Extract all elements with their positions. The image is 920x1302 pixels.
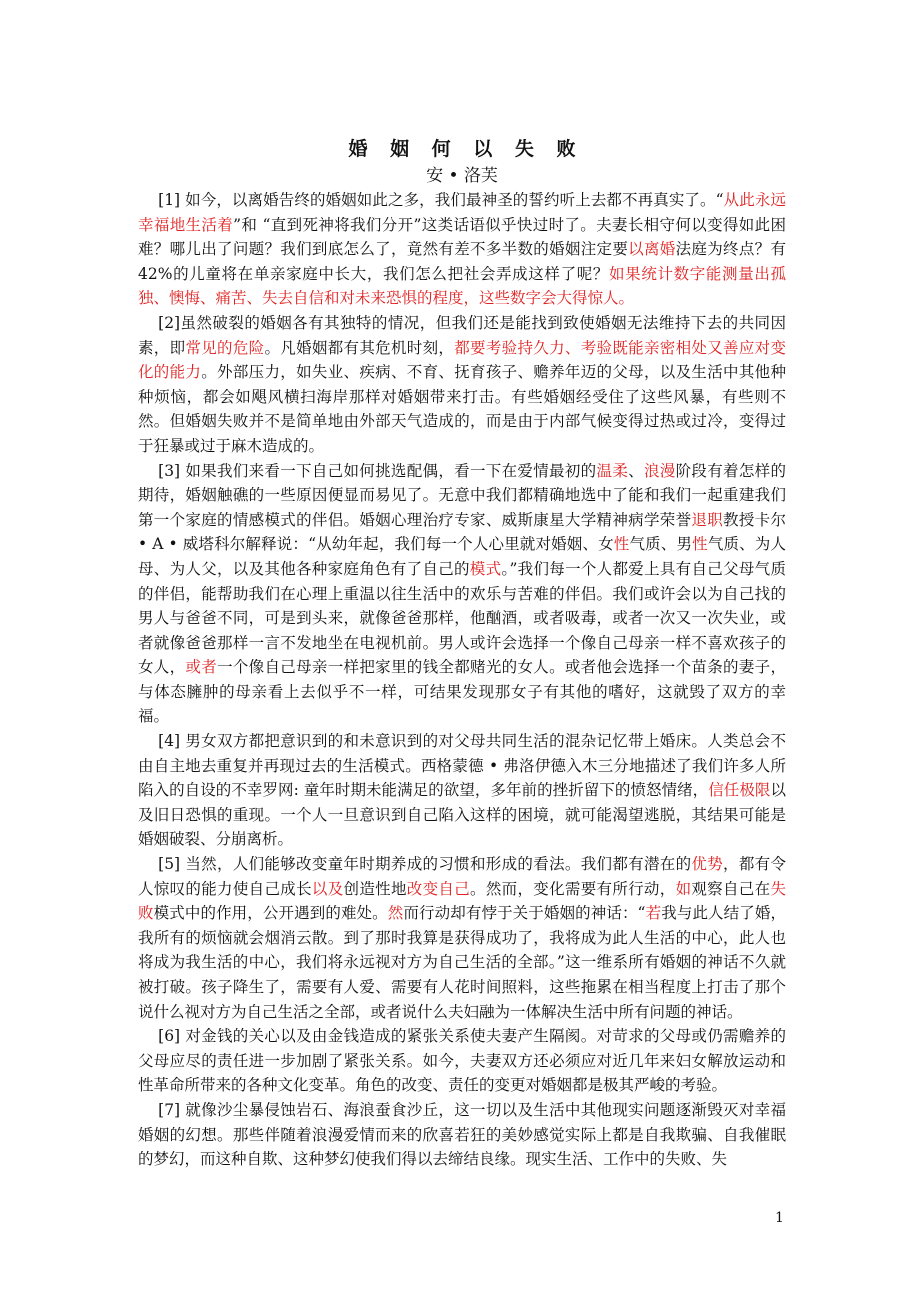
paragraph-text: [6] 对金钱的关心以及由金钱造成的紧张关系使夫妻产生隔阂。对苛求的父母或仍需赡养的父母应尽的责任进一步加剧了紧张关系。如今，夫妻双方还必须应对近几年来妇女解放运动和性革命所带来的各种文化变革。角色的改变、责任的变更对婚姻都是极其严峻的考验。 — [138, 1027, 786, 1095]
highlighted-text: 信任极限 — [708, 781, 771, 800]
paragraph-text: 法庭为终点？有 42%的儿童将在单亲家庭中长大，我们怎么把社会弄成这样了呢？ — [138, 240, 786, 283]
paragraph-text: 、 — [628, 461, 644, 480]
highlighted-text: 模式 — [469, 559, 502, 578]
paragraph-text: 气质、为人母、为人父，以及其他各种家庭角色有了自己的 — [138, 535, 786, 578]
paragraph-text: 。外部压力，如失业、疾病、不育、抚育孩子、赡养年迈的父母，以及生活中其他种种烦恼，都会如飓风横扫海岸那样对婚姻带来打击。有些婚姻经受住了这些风暴，有些则不然。但婚姻失败并不是简单地由外部天气造成的，而是由于内部气候变得过热或过冷，变得过于狂暴或过于麻木造成的。 — [138, 363, 786, 455]
paragraph-3 — [138, 459, 786, 730]
highlighted-text: 如果统计数字能测量出孤独、懊悔、痛苦、失去自信和对未来恐惧的程度，这些数字会大得惊人。 — [138, 264, 786, 308]
highlighted-text: 如 — [675, 879, 692, 898]
paragraph-4 — [138, 729, 786, 852]
highlighted-text: 浪漫 — [643, 461, 676, 480]
paragraph-text: [2]虽然破裂的婚姻各有其独特的情况，但我们还是能找到致使婚姻无法维持下去的共同因素，即 — [138, 313, 786, 357]
paragraph-text: 观察自己在 — [691, 879, 771, 898]
paragraph-2 — [138, 311, 786, 459]
paragraph-text: ”和 “直到死神将我们分开”这类话语似乎快过时了。夫妻长相守何以变得如此困难？哪儿出了问题？我们到底怎么了，竟然有差不多半数的婚姻注定要 — [138, 215, 786, 259]
paragraph-text: 创造性地 — [343, 879, 407, 898]
paragraph-text: [5] 当然，人们能够改变童年时期养成的习惯和形成的看法。我们都有潜在的 — [158, 855, 692, 874]
document-page — [138, 130, 786, 1172]
paragraph-text: 。然而，变化需要有所行动， — [470, 879, 676, 898]
paragraph-6 — [138, 1024, 786, 1098]
paragraph-text: 模式中的作用，公开遇到的难处。 — [153, 904, 388, 923]
paragraph-1 — [138, 188, 786, 311]
paragraph-text: 以及旧日恐惧的重现。一个人一旦意识到自己陷入这样的困境，就可能渴望逃脱，其结果可能是婚姻破裂、分崩离析。 — [138, 781, 786, 849]
paragraph-text: 气质、男 — [629, 535, 693, 554]
highlighted-text: 都要考验持久力、考验既能亲密相处又善应对变化的能力 — [138, 338, 786, 382]
paragraph-5 — [138, 852, 786, 1024]
highlighted-text: 或者 — [185, 658, 218, 677]
highlighted-text: 温柔 — [596, 461, 629, 480]
paragraph-text: [3] 如果我们来看一下自己如何挑选配偶，看一下在爱情最初的 — [158, 461, 597, 480]
highlighted-text: 然 — [387, 904, 404, 923]
highlighted-text: 改变自己 — [406, 879, 471, 898]
paragraph-text: 。凡婚姻都有其危机时刻， — [264, 338, 455, 357]
highlighted-text: 以及 — [311, 879, 344, 898]
document-title: 婚 姻 何 以 失 败 — [348, 138, 584, 160]
paragraph-text: 我与此人结了婚，我所有的烦恼就会烟消云散。到了那时我算是获得成功了，我将成为此人生活的中心，此人也将成为我生活的中心，我们将永远视对方为自己生活的全部。”这一维系所有婚姻的神话不久就被打破。孩子降生了，需要有人爱、需要有人花时间照料，这些拖累在相当程度上打击了那个说什么视对方为自己生活之全部，或者说什么夫妇融为一体解决生活中所有问题的神话。 — [138, 904, 786, 1021]
paragraph-text: ，都有令人惊叹的能力使自己成长 — [138, 855, 786, 898]
document-author: 安 • 洛芙 — [426, 166, 498, 186]
paragraph-text: [4] 男女双方都把意识到的和未意识到的对父母共同生活的混杂记忆带上婚床。人类总会不由自主地去重复并再现过去的生活模式。西格蒙德 • 弗洛伊德入木三分地描述了我们许多人所陷入的自设的不幸罗网: 童年时期未能满足的欲望，多年前的挫折留下的愤怒情绪， — [138, 732, 786, 800]
page-number: 1 — [775, 1210, 784, 1226]
highlighted-text: 从此永远幸福地生活着 — [138, 191, 786, 234]
highlighted-text: 优势 — [691, 855, 724, 874]
highlighted-text: 失败 — [138, 879, 786, 923]
paragraph-text: 教授卡尔 • A • 威塔科尔解释说：“从幼年起，我们每一个人心里就对婚姻、女 — [138, 510, 786, 554]
paragraph-7 — [138, 1098, 786, 1172]
paragraph-text: 而行动却有悖于关于婚姻的神话：“ — [403, 904, 646, 923]
document-body — [138, 188, 786, 1172]
paragraph-text: [7] 就像沙尘暴侵蚀岩石、海浪蚕食沙丘，这一切以及生活中其他现实问题逐渐毁灭对幸福婚姻的幻想。那些伴随着浪漫爱情而来的欣喜若狂的美妙感觉实际上都是自我欺骗、自我催眠的梦幻，而这种自欺、这种梦幻使我们得以去缔结良缘。现实生活、工作中的失败、失 — [138, 1100, 786, 1169]
highlighted-text: 常见的危险 — [185, 338, 265, 357]
highlighted-text: 退职 — [691, 510, 724, 529]
paragraph-text: [1] 如今，以离婚告终的婚姻如此之多，我们最神圣的誓约听上去都不再真实了。“ — [158, 191, 724, 209]
highlighted-text: 以离婚 — [628, 240, 676, 259]
paragraph-text: 。”我们每一个人都爱上具有自己父母气质的伴侣，能帮助我们在心理上重温以往生活中的欢乐与苦难的伴侣。我们或许会以为自己找的男人与爸爸不同，可是到头来，就像爸爸那样，他酗酒，或者吸毒，或者一次又一次失业，或者就像爸爸那样一言不发地坐在电视机前。男人或许会选择一个像自己母亲一样不喜欢孩子的女人， — [138, 559, 786, 677]
highlighted-text: 性 — [613, 535, 630, 554]
highlighted-text: 若 — [645, 904, 662, 923]
highlighted-text: 性 — [692, 535, 708, 554]
paragraph-text: 阶段有着怎样的期待，婚姻触礁的一些原因便显而易见了。无意中我们都精确地选中了能和我们一起重建我们第一个家庭的情感模式的伴侣。婚姻心理治疗专家、威斯康星大学精神病学荣誉 — [138, 461, 786, 529]
paragraph-text: 一个像自己母亲一样把家里的钱全都赌光的女人。或者他会选择一个苗条的妻子，与体态臃肿的母亲看上去似乎不一样，可结果发现那女子有其他的嗜好，这就毁了双方的幸福。 — [138, 658, 786, 726]
